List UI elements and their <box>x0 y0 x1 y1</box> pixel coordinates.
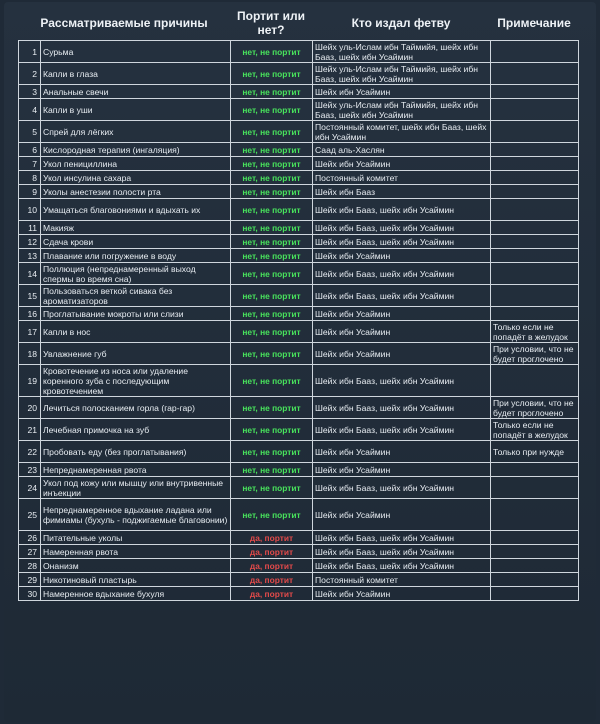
row-note <box>491 143 579 157</box>
row-number: 5 <box>19 121 41 143</box>
row-cause: Сурьма <box>41 41 231 63</box>
row-note <box>491 285 579 307</box>
row-cause: Лечебная примочка на зуб <box>41 419 231 441</box>
row-number: 19 <box>19 365 41 397</box>
row-verdict: нет, не портит <box>231 249 313 263</box>
row-cause: Проглатывание мокроты или слизи <box>41 307 231 321</box>
row-number: 12 <box>19 235 41 249</box>
row-cause: Питательные уколы <box>41 531 231 545</box>
row-verdict: да, портит <box>231 587 313 601</box>
row-note <box>491 199 579 221</box>
row-verdict: нет, не портит <box>231 463 313 477</box>
row-who: Шейх уль-Ислам ибн Таймийя, шейх ибн Бааз, шейх ибн Усаймин <box>313 41 491 63</box>
row-who: Саад аль-Хаслян <box>313 143 491 157</box>
row-verdict: да, портит <box>231 545 313 559</box>
row-number: 15 <box>19 285 41 307</box>
row-cause: Лечиться полосканием горла (гар-гар) <box>41 397 231 419</box>
row-verdict: нет, не портит <box>231 499 313 531</box>
row-number: 3 <box>19 85 41 99</box>
row-note <box>491 221 579 235</box>
row-number: 4 <box>19 99 41 121</box>
row-cause: Капли в нос <box>41 321 231 343</box>
table-row <box>19 221 579 235</box>
row-verdict: нет, не портит <box>231 171 313 185</box>
row-cause: Пробовать еду (без проглатывания) <box>41 441 231 463</box>
row-number: 22 <box>19 441 41 463</box>
table-row <box>19 99 579 121</box>
row-number: 11 <box>19 221 41 235</box>
row-cause: Непреднамеренная рвота <box>41 463 231 477</box>
table-row <box>19 263 579 285</box>
row-verdict: нет, не портит <box>231 263 313 285</box>
row-who: Шейх ибн Бааз, шейх ибн Усаймин <box>313 545 491 559</box>
row-number: 30 <box>19 587 41 601</box>
row-cause: Никотиновый пластырь <box>41 573 231 587</box>
table-row <box>19 143 579 157</box>
row-cause: Кровотечение из носа или удаление коренного зуба с последующим кровотечением <box>41 365 231 397</box>
row-who: Шейх ибн Усаймин <box>313 157 491 171</box>
table-row <box>19 499 579 531</box>
table-header <box>18 6 578 40</box>
row-cause: Онанизм <box>41 559 231 573</box>
header-note: Примечание <box>497 16 571 30</box>
table-row <box>19 587 579 601</box>
row-cause: Непреднамеренное вдыхание ладана или фимиамы (бухуль - поджигаемые благовонии) <box>41 499 231 531</box>
row-number: 8 <box>19 171 41 185</box>
row-who: Шейх ибн Бааз, шейх ибн Усаймин <box>313 419 491 441</box>
row-note: При условии, что не будет проглочено <box>491 343 579 365</box>
row-note <box>491 85 579 99</box>
table-row <box>19 343 579 365</box>
table-row <box>19 531 579 545</box>
header-verdict: Портит или нет? <box>237 9 305 37</box>
table-row <box>19 397 579 419</box>
row-who: Шейх ибн Усаймин <box>313 321 491 343</box>
table-row <box>19 365 579 397</box>
row-note <box>491 587 579 601</box>
row-who: Шейх ибн Усаймин <box>313 499 491 531</box>
row-number: 16 <box>19 307 41 321</box>
table-row <box>19 185 579 199</box>
row-note <box>491 365 579 397</box>
row-number: 28 <box>19 559 41 573</box>
row-verdict: нет, не портит <box>231 157 313 171</box>
row-number: 13 <box>19 249 41 263</box>
row-note <box>491 249 579 263</box>
table-row <box>19 121 579 143</box>
row-note <box>491 235 579 249</box>
row-cause: Сдача крови <box>41 235 231 249</box>
row-number: 2 <box>19 63 41 85</box>
table-row <box>19 463 579 477</box>
row-who: Постоянный комитет, шейх ибн Бааз, шейх ибн Усаймин <box>313 121 491 143</box>
row-verdict: да, портит <box>231 531 313 545</box>
row-who: Шейх ибн Усаймин <box>313 307 491 321</box>
row-note <box>491 499 579 531</box>
table-row <box>19 63 579 85</box>
row-cause: Увлажнение губ <box>41 343 231 365</box>
row-number: 27 <box>19 545 41 559</box>
row-who: Шейх ибн Усаймин <box>313 463 491 477</box>
row-note <box>491 171 579 185</box>
row-who: Шейх ибн Бааз <box>313 185 491 199</box>
row-who: Шейх ибн Усаймин <box>313 441 491 463</box>
row-note: Только при нужде <box>491 441 579 463</box>
table-row <box>19 235 579 249</box>
row-cause: Намеренная рвота <box>41 545 231 559</box>
row-cause: Плавание или погружение в воду <box>41 249 231 263</box>
row-verdict: нет, не портит <box>231 199 313 221</box>
row-note <box>491 157 579 171</box>
row-cause: Капли в глаза <box>41 63 231 85</box>
row-cause: Анальные свечи <box>41 85 231 99</box>
row-number: 17 <box>19 321 41 343</box>
row-verdict: нет, не портит <box>231 85 313 99</box>
row-cause: Спрей для лёгких <box>41 121 231 143</box>
table-row <box>19 199 579 221</box>
row-verdict: нет, не портит <box>231 285 313 307</box>
row-verdict: да, портит <box>231 559 313 573</box>
row-cause: Поллюция (непреднамеренный выход спермы во время сна) <box>41 263 231 285</box>
row-verdict: нет, не портит <box>231 235 313 249</box>
table-row <box>19 559 579 573</box>
row-verdict: да, портит <box>231 573 313 587</box>
row-number: 25 <box>19 499 41 531</box>
row-who: Шейх ибн Бааз, шейх ибн Усаймин <box>313 263 491 285</box>
table-row <box>19 85 579 99</box>
row-note <box>491 99 579 121</box>
row-cause: Укол под кожу или мышцу или внутривенные инъекции <box>41 477 231 499</box>
row-note <box>491 573 579 587</box>
row-note <box>491 531 579 545</box>
row-verdict: нет, не портит <box>231 99 313 121</box>
table-row <box>19 477 579 499</box>
row-who: Шейх ибн Усаймин <box>313 85 491 99</box>
row-verdict: нет, не портит <box>231 365 313 397</box>
row-who: Постоянный комитет <box>313 171 491 185</box>
row-cause: Умащаться благовониями и вдыхать их <box>41 199 231 221</box>
row-verdict: нет, не портит <box>231 307 313 321</box>
row-who: Шейх уль-Ислам ибн Таймийя, шейх ибн Бааз, шейх ибн Усаймин <box>313 99 491 121</box>
row-note <box>491 545 579 559</box>
table-row <box>19 419 579 441</box>
row-who: Шейх ибн Бааз, шейх ибн Усаймин <box>313 285 491 307</box>
table-row <box>19 41 579 63</box>
row-cause: Уколы анестезии полости рта <box>41 185 231 199</box>
row-cause: Намеренное вдыхание бухуля <box>41 587 231 601</box>
row-verdict: нет, не портит <box>231 321 313 343</box>
row-cause: Укол инсулина сахара <box>41 171 231 185</box>
row-number: 14 <box>19 263 41 285</box>
row-verdict: нет, не портит <box>231 397 313 419</box>
fatwa-table <box>18 40 579 601</box>
table-row <box>19 321 579 343</box>
row-note <box>491 185 579 199</box>
row-number: 21 <box>19 419 41 441</box>
table-row <box>19 545 579 559</box>
row-who: Шейх ибн Бааз, шейх ибн Усаймин <box>313 559 491 573</box>
row-who: Шейх ибн Бааз, шейх ибн Усаймин <box>313 199 491 221</box>
row-verdict: нет, не портит <box>231 441 313 463</box>
row-number: 26 <box>19 531 41 545</box>
row-cause: Укол пенициллина <box>41 157 231 171</box>
table-row <box>19 441 579 463</box>
row-number: 23 <box>19 463 41 477</box>
row-who: Шейх ибн Бааз, шейх ибн Усаймин <box>313 365 491 397</box>
header-cause: Рассматриваемые причины <box>40 16 208 30</box>
row-who: Шейх уль-Ислам ибн Таймийя, шейх ибн Бааз, шейх ибн Усаймин <box>313 63 491 85</box>
row-verdict: нет, не портит <box>231 419 313 441</box>
row-note: При условии, что не будет проглочено <box>491 397 579 419</box>
row-note <box>491 463 579 477</box>
row-note <box>491 63 579 85</box>
row-who: Шейх ибн Усаймин <box>313 343 491 365</box>
table-row <box>19 157 579 171</box>
row-verdict: нет, не портит <box>231 343 313 365</box>
row-number: 24 <box>19 477 41 499</box>
row-who: Шейх ибн Бааз, шейх ибн Усаймин <box>313 477 491 499</box>
table-row <box>19 171 579 185</box>
row-number: 6 <box>19 143 41 157</box>
row-who: Шейх ибн Бааз, шейх ибн Усаймин <box>313 397 491 419</box>
row-number: 29 <box>19 573 41 587</box>
row-who: Шейх ибн Бааз, шейх ибн Усаймин <box>313 221 491 235</box>
row-who: Постоянный комитет <box>313 573 491 587</box>
row-number: 18 <box>19 343 41 365</box>
row-number: 10 <box>19 199 41 221</box>
row-note: Только если не попадёт в желудок <box>491 321 579 343</box>
row-note <box>491 477 579 499</box>
row-number: 1 <box>19 41 41 63</box>
row-cause: Пользоваться веткой сивака без ароматизаторов <box>41 285 231 307</box>
table-row <box>19 573 579 587</box>
row-verdict: нет, не портит <box>231 477 313 499</box>
table-row <box>19 249 579 263</box>
row-verdict: нет, не портит <box>231 41 313 63</box>
row-note <box>491 559 579 573</box>
row-verdict: нет, не портит <box>231 221 313 235</box>
row-who: Шейх ибн Бааз, шейх ибн Усаймин <box>313 531 491 545</box>
table-row <box>19 285 579 307</box>
row-verdict: нет, не портит <box>231 143 313 157</box>
row-note <box>491 263 579 285</box>
row-verdict: нет, не портит <box>231 63 313 85</box>
row-who: Шейх ибн Усаймин <box>313 249 491 263</box>
row-number: 9 <box>19 185 41 199</box>
row-verdict: нет, не портит <box>231 121 313 143</box>
row-who: Шейх ибн Бааз, шейх ибн Усаймин <box>313 235 491 249</box>
row-number: 20 <box>19 397 41 419</box>
row-cause: Макияж <box>41 221 231 235</box>
header-who: Кто издал фетву <box>351 16 451 30</box>
row-cause: Капли в уши <box>41 99 231 121</box>
row-note: Только если не попадёт в желудок <box>491 419 579 441</box>
row-cause: Кислородная терапия (ингаляция) <box>41 143 231 157</box>
row-number: 7 <box>19 157 41 171</box>
table-row <box>19 307 579 321</box>
row-note <box>491 121 579 143</box>
row-note <box>491 41 579 63</box>
row-note <box>491 307 579 321</box>
row-verdict: нет, не портит <box>231 185 313 199</box>
row-who: Шейх ибн Усаймин <box>313 587 491 601</box>
